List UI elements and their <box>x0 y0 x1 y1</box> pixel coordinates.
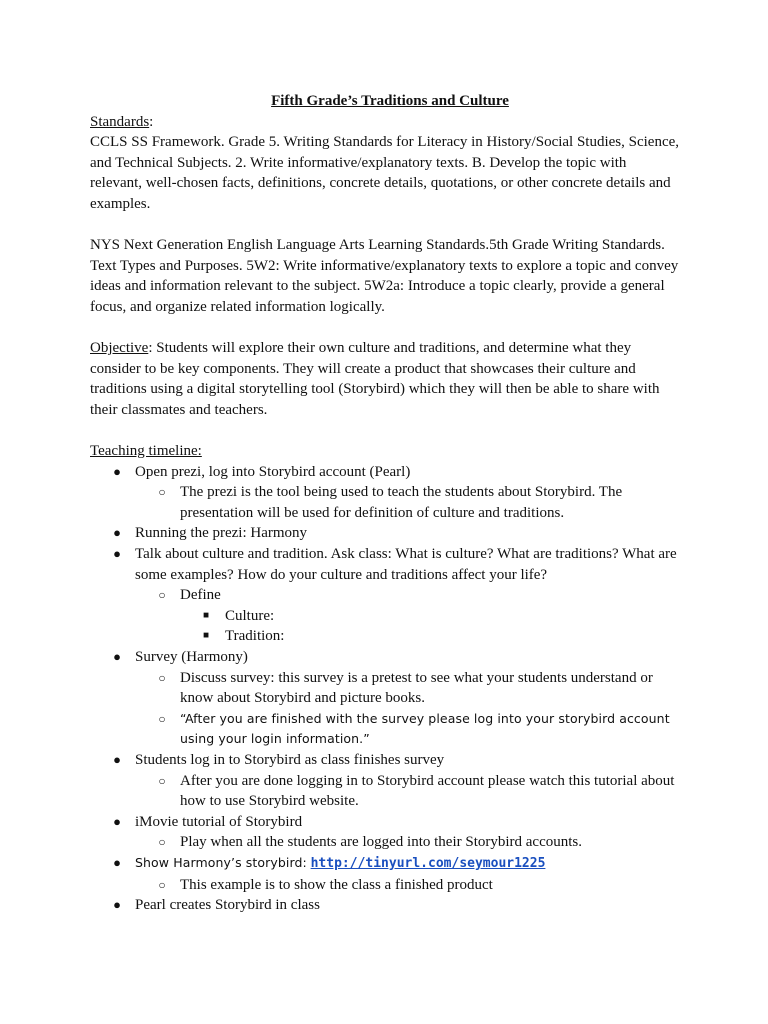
list-item-text: After you are done logging in to Storybird account please watch this tutorial about how to use Storybird website. <box>180 772 675 810</box>
list-item <box>90 523 680 544</box>
objective-text: : Students will explore their own culture and traditions, and determine what they consider to be key components. They will create a product that showcases their culture and traditions using a digital storytelling tool (Storybird) which they will then be able to share with their classmates and teachers. <box>90 340 660 418</box>
list-item-text: Culture: <box>225 607 275 624</box>
filled-bullet-icon: ● <box>113 463 121 479</box>
standards-paragraph-1: CCLS SS Framework. Grade 5. Writing Standards for Literacy in History/Social Studies, Science, and Technical Subjects. 2. Write informative/explanatory texts. B. Develop the topic with relevant, well-chosen facts, definitions, concrete details, quotations, or other concrete details and examples. <box>90 134 680 212</box>
hollow-bullet-icon: ○ <box>158 711 166 726</box>
standards-label: Standards <box>90 113 150 130</box>
list-item <box>90 585 680 606</box>
filled-bullet-icon: ● <box>113 854 121 870</box>
list-item <box>90 832 680 853</box>
standards-heading <box>90 112 680 133</box>
list-item <box>90 606 680 627</box>
document-title: Fifth Grade’s Traditions and Culture <box>271 93 509 109</box>
list-item <box>90 668 680 709</box>
list-item-text: Show Harmony’s storybird: <box>135 854 307 870</box>
list-item-text: Survey (Harmony) <box>135 649 248 666</box>
list-item <box>90 544 680 585</box>
list-item-text: Pearl creates Storybird in class <box>135 897 320 914</box>
list-item <box>90 895 680 916</box>
list-item-text: Play when all the students are logged into their Storybird accounts. <box>180 834 582 851</box>
list-item <box>90 647 680 668</box>
square-bullet-icon: ■ <box>202 630 210 642</box>
list-item <box>90 875 680 896</box>
filled-bullet-icon: ● <box>113 649 121 665</box>
standards-paragraph-2: NYS Next Generation English Language Arts Learning Standards.5th Grade Writing Standards. Text Types and Purposes. 5W2: Write informative/explanatory texts to explore a topic and convey ideas and information relevant to the subject. 5W2a: Introduce a topic clearly, provide a general focus, and organize related information logically. <box>90 237 679 315</box>
spacer <box>90 421 680 442</box>
list-item-text: Students log in to Storybird as class finishes survey <box>135 752 445 768</box>
list-item-text: iMovie tutorial of Storybird <box>135 813 303 830</box>
timeline-heading: Teaching timeline: <box>90 443 202 460</box>
filled-bullet-icon: ● <box>113 897 121 913</box>
document-content <box>90 91 680 916</box>
list-item-text: Talk about culture and tradition. Ask class: What is culture? What are traditions? What are some examples? How do your culture and traditions affect your life? <box>135 546 677 583</box>
square-bullet-icon: ■ <box>202 609 210 621</box>
list-item-text: This example is to show the class a finished product <box>180 876 493 893</box>
objective-paragraph <box>90 338 680 420</box>
list-item-text: Open prezi, log into Storybird account (Pearl) <box>135 463 411 480</box>
hollow-bullet-icon: ○ <box>158 670 166 685</box>
hollow-bullet-icon: ○ <box>158 835 166 850</box>
list-item <box>90 709 680 750</box>
list-item-text: The prezi is the tool being used to teach the students about Storybird. The presentation will be used for definition of culture and traditions. <box>180 484 623 521</box>
spacer <box>90 215 680 236</box>
filled-bullet-icon: ● <box>113 752 121 767</box>
timeline-list <box>90 462 680 916</box>
spacer <box>90 318 680 339</box>
filled-bullet-icon: ● <box>113 546 121 562</box>
objective-label: Objective <box>90 340 149 357</box>
hollow-bullet-icon: ○ <box>158 773 166 788</box>
list-item <box>90 750 680 771</box>
list-item <box>90 462 680 483</box>
storybird-link[interactable]: http://tinyurl.com/seymour1225 <box>310 855 546 871</box>
hollow-bullet-icon: ○ <box>158 485 166 500</box>
hollow-bullet-icon: ○ <box>158 877 166 892</box>
list-item <box>90 812 680 833</box>
list-item <box>90 482 680 523</box>
list-item <box>90 771 680 812</box>
list-item-text: Tradition: <box>225 628 285 645</box>
list-item <box>90 626 680 647</box>
list-item-text: “After you are finished with the survey please log into your storybird account using your login information.” <box>180 710 670 747</box>
list-item-text: Define <box>180 587 221 604</box>
list-item-text: Running the prezi: Harmony <box>135 525 308 542</box>
standards-colon: : <box>149 113 154 130</box>
list-item <box>90 853 680 875</box>
list-item-text: Discuss survey: this survey is a pretest to see what your students understand or know about Storybird and picture books. <box>180 669 653 707</box>
filled-bullet-icon: ● <box>113 813 121 829</box>
hollow-bullet-icon: ○ <box>158 588 166 603</box>
filled-bullet-icon: ● <box>113 525 121 541</box>
